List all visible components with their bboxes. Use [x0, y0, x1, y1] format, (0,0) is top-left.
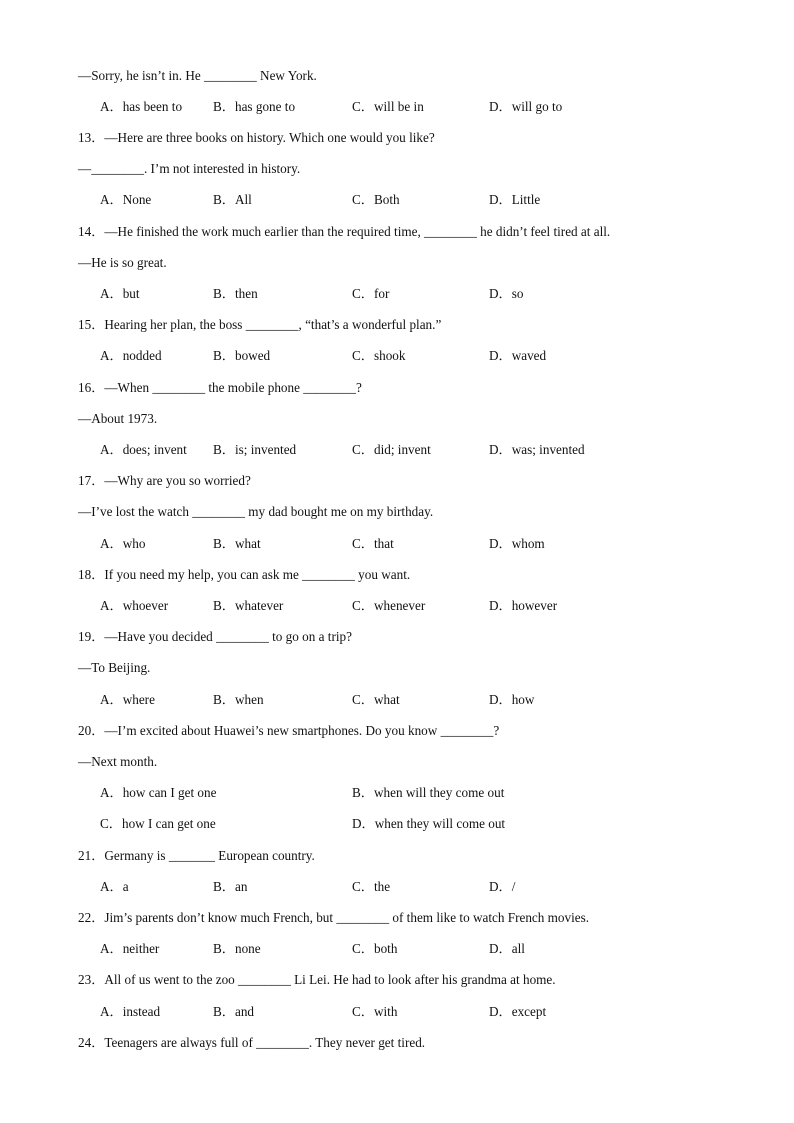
q12-option-a: A．has been to — [100, 99, 183, 114]
q13-option-c: C．Both — [352, 192, 400, 207]
q21-option-c: C．the — [352, 879, 391, 894]
q23-question: 23．All of us went to the zoo ________ Li Lei. He had to look after his grandma at home. — [78, 972, 556, 987]
q15-option-c: C．shook — [352, 348, 406, 363]
q23-option-b: B．and — [213, 1004, 255, 1019]
q15-option-d: D．waved — [489, 348, 547, 363]
q13-option-d: D．Little — [489, 192, 541, 207]
q18-option-b: B．whatever — [213, 598, 284, 613]
q20-question: 20．—I’m excited about Huawei’s new smartphones. Do you know ________? — [78, 723, 500, 738]
q22-question: 22．Jim’s parents don’t know much French, but ________ of them like to watch French movies. — [78, 910, 590, 925]
q18-option-c: C．whenever — [352, 598, 426, 613]
q18-question: 18．If you need my help, you can ask me ________ you want. — [78, 567, 411, 582]
q13-answer-line: —________. I’m not interested in history. — [78, 161, 301, 176]
q21-option-a: A．a — [100, 879, 129, 894]
q12-option-d: D．will go to — [489, 99, 563, 114]
q19-option-b: B．when — [213, 692, 264, 707]
q20-option-b: B．when will they come out — [352, 785, 505, 800]
q19-option-a: A．where — [100, 692, 155, 707]
q20-option-c: C．how I can get one — [100, 816, 216, 831]
q24-question: 24．Teenagers are always full of ________. They never get tired. — [78, 1035, 426, 1050]
q15-option-a: A．nodded — [100, 348, 162, 363]
q16-option-d: D．was; invented — [489, 442, 585, 457]
q14-option-a: A．but — [100, 286, 140, 301]
q14-answer-line: —He is so great. — [78, 255, 167, 270]
q14-option-c: C．for — [352, 286, 390, 301]
q12-option-b: B．has gone to — [213, 99, 296, 114]
q22-option-c: C．both — [352, 941, 398, 956]
q15-question: 15．Hearing her plan, the boss ________, “that’s a wonderful plan.” — [78, 317, 442, 332]
q17-option-d: D．whom — [489, 536, 545, 551]
q21-question: 21．Germany is _______ European country. — [78, 848, 315, 863]
q16-option-a: A．does; invent — [100, 442, 187, 457]
q16-answer-line: —About 1973. — [78, 411, 158, 426]
q14-option-b: B．then — [213, 286, 258, 301]
q12-option-c: C．will be in — [352, 99, 424, 114]
q13-option-b: B．All — [213, 192, 252, 207]
q22-option-a: A．neither — [100, 941, 160, 956]
q23-option-c: C．with — [352, 1004, 398, 1019]
q16-option-c: C．did; invent — [352, 442, 431, 457]
q14-option-d: D．so — [489, 286, 524, 301]
q22-option-d: D．all — [489, 941, 525, 956]
q14-question: 14．—He finished the work much earlier than the required time, ________ he didn’t feel tired at all. — [78, 224, 611, 239]
q19-question: 19．—Have you decided ________ to go on a trip? — [78, 629, 352, 644]
q17-option-c: C．that — [352, 536, 394, 551]
q17-question: 17．—Why are you so worried? — [78, 473, 251, 488]
q23-option-a: A．instead — [100, 1004, 161, 1019]
q20-option-a: A．how can I get one — [100, 785, 217, 800]
q17-option-a: A．who — [100, 536, 146, 551]
q19-answer-line: —To Beijing. — [78, 660, 151, 675]
q12-answer-line: —Sorry, he isn’t in. He ________ New York. — [78, 68, 317, 83]
q18-option-a: A．whoever — [100, 598, 169, 613]
q19-option-c: C．what — [352, 692, 400, 707]
q19-option-d: D．how — [489, 692, 535, 707]
q13-question: 13．—Here are three books on history. Which one would you like? — [78, 130, 435, 145]
q21-option-d: D．/ — [489, 879, 516, 894]
q16-question: 16．—When ________ the mobile phone ________? — [78, 380, 362, 395]
q23-option-d: D．except — [489, 1004, 547, 1019]
q17-answer-line: —I’ve lost the watch ________ my dad bought me on my birthday. — [78, 504, 434, 519]
q20-option-d: D．when they will come out — [352, 816, 506, 831]
q15-option-b: B．bowed — [213, 348, 271, 363]
q17-option-b: B．what — [213, 536, 261, 551]
q16-option-b: B．is; invented — [213, 442, 297, 457]
q13-option-a: A．None — [100, 192, 152, 207]
q20-answer-line: —Next month. — [78, 754, 158, 769]
q22-option-b: B．none — [213, 941, 261, 956]
q21-option-b: B．an — [213, 879, 248, 894]
q18-option-d: D．however — [489, 598, 558, 613]
